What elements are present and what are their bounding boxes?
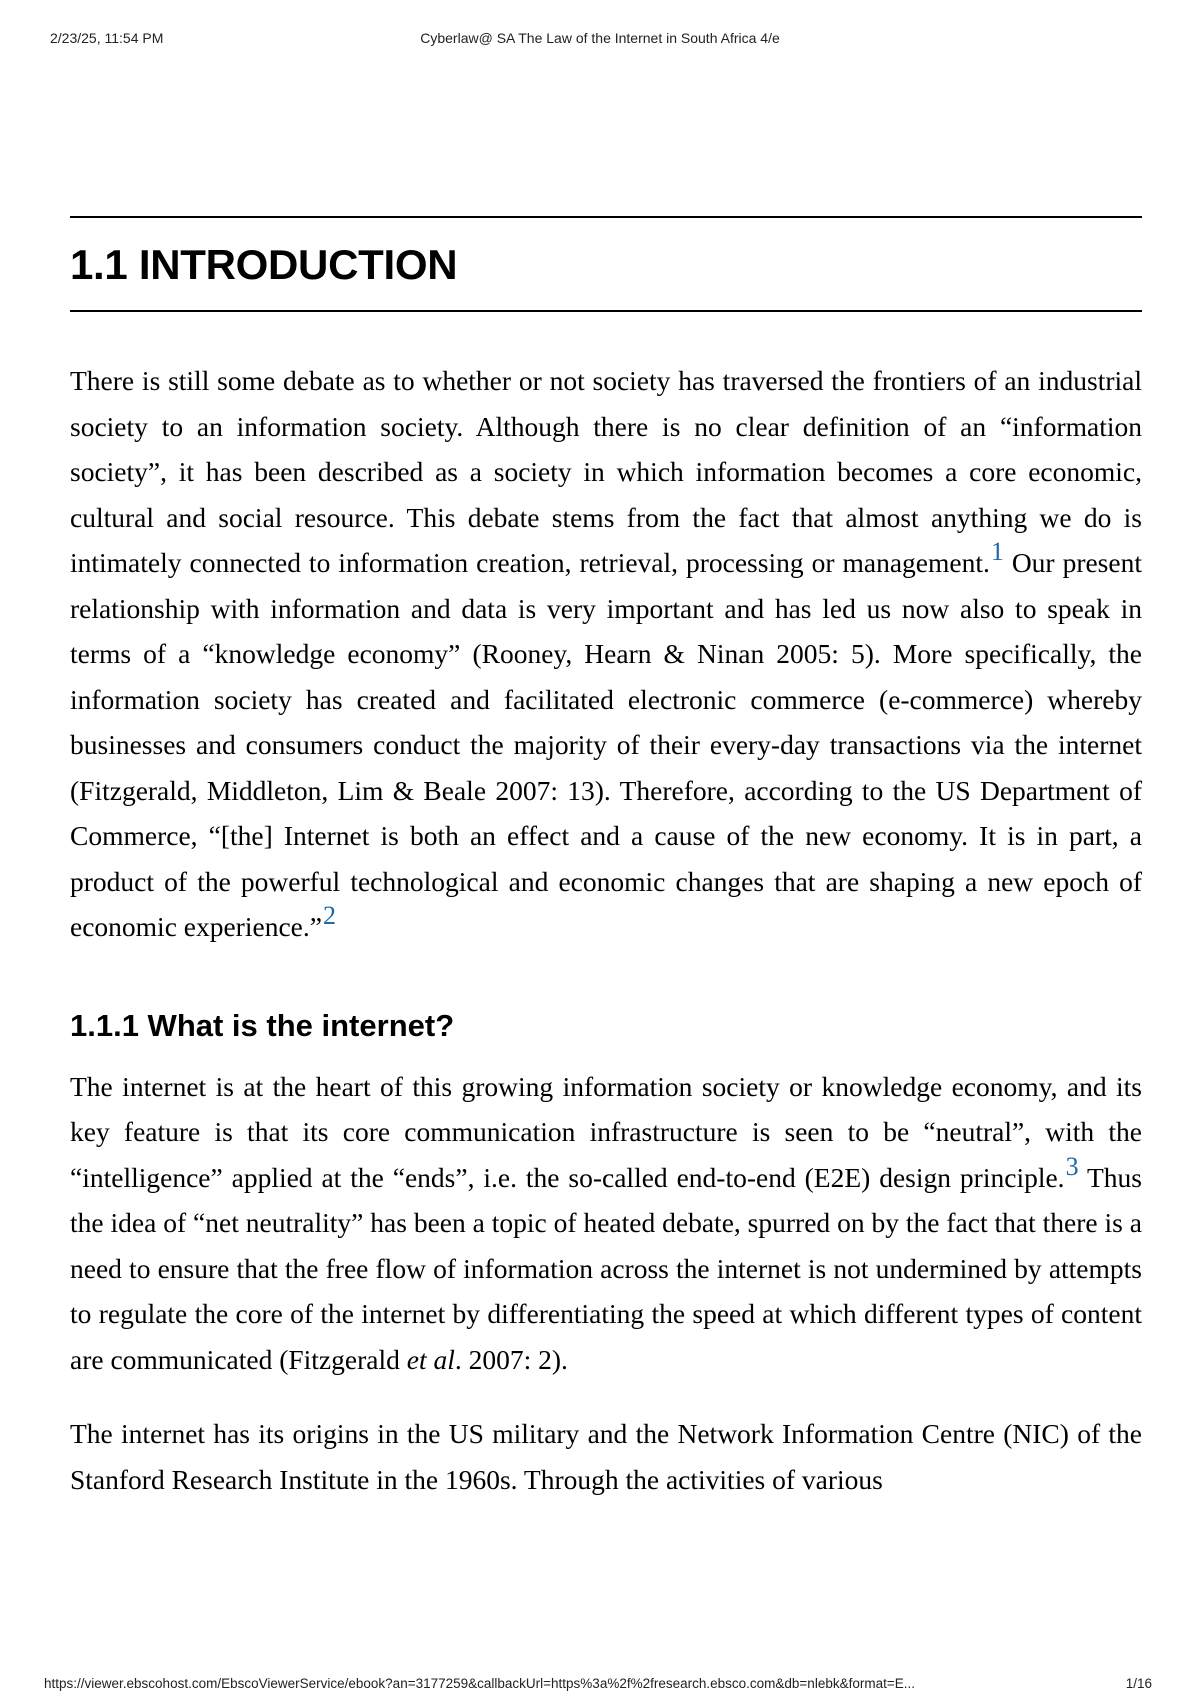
- print-date: 2/23/25, 11:54 PM: [50, 30, 164, 46]
- print-header: [50, 30, 1150, 52]
- origins-paragraph: The internet has its origins in the US military and the Network Information Centre (NIC) of the Stanford Research Institute in the 1960s. Through the activities of various: [70, 1418, 1142, 1495]
- section-heading: 1.1 INTRODUCTION: [70, 241, 458, 288]
- footnote-link-2[interactable]: 2: [322, 901, 336, 930]
- print-title: Cyberlaw@ SA The Law of the Internet in South Africa 4/e: [420, 30, 780, 46]
- intro-paragraph: [70, 358, 1142, 950]
- heading-bottom-rule: [70, 310, 1142, 312]
- document-content: [70, 216, 1142, 1502]
- et-al-italic: et al: [406, 1343, 455, 1375]
- page-number: 1/16: [1125, 1676, 1152, 1691]
- print-url: https://viewer.ebscohost.com/EbscoViewerService/ebook?an=3177259&callbackUrl=https%3a%2f%2fresearch.ebsco.com&db=nlebk&format=E...: [44, 1676, 915, 1691]
- internet-text-part-2: Thus the idea of “net neutrality” has been a topic of heated debate, spurred on by the fact that there is a need to ensure that the free flow of information across the internet is not undermined by attempts to regulate the core of the internet by differentiating the speed at which different types of content are communicated (Fitzgerald: [70, 1161, 1142, 1375]
- intro-text-part-2: Our present relationship with information and data is very important and has led us now also to speak in terms of a “knowledge economy” (Rooney, Hearn & Ninan 2005: 5). More specifically, the information society has created and facilitated electronic commerce (e-commerce) whereby businesses and consumers conduct the majority of their every-day transactions via the internet (Fitzgerald, Middleton, Lim & Beale 2007: 13). Therefore, according to the US Department of Commerce, “[the] Internet is both an effect and a cause of the new economy. It is in part, a product of the powerful technological and economic changes that are shaping a new epoch of economic experience.”: [70, 547, 1142, 942]
- internet-text-part-3: . 2007: 2).: [454, 1343, 568, 1375]
- internet-paragraph: [70, 1064, 1142, 1383]
- print-footer: [44, 1676, 1152, 1694]
- subsection-heading: 1.1.1 What is the internet?: [70, 1007, 455, 1043]
- footnote-link-1[interactable]: 1: [990, 537, 1004, 566]
- footnote-link-3[interactable]: 3: [1065, 1151, 1079, 1181]
- internet-text-part-1: The internet is at the heart of this growing information society or knowledge economy, and its key feature is that its core communication infrastructure is seen to be “neutral”, with the “intelligence” applied at the “ends”, i.e. the so-called end-to-end (E2E) design principle.: [70, 1070, 1142, 1193]
- intro-text-part-1: There is still some debate as to whether or not society has traversed the frontiers of an industrial society to an information society. Although there is no clear definition of an “information society”, it has been described as a society in which information becomes a core economic, cultural and social resource. This debate stems from the fact that almost anything we do is intimately connected to information creation, retrieval, processing or management.: [70, 365, 1142, 578]
